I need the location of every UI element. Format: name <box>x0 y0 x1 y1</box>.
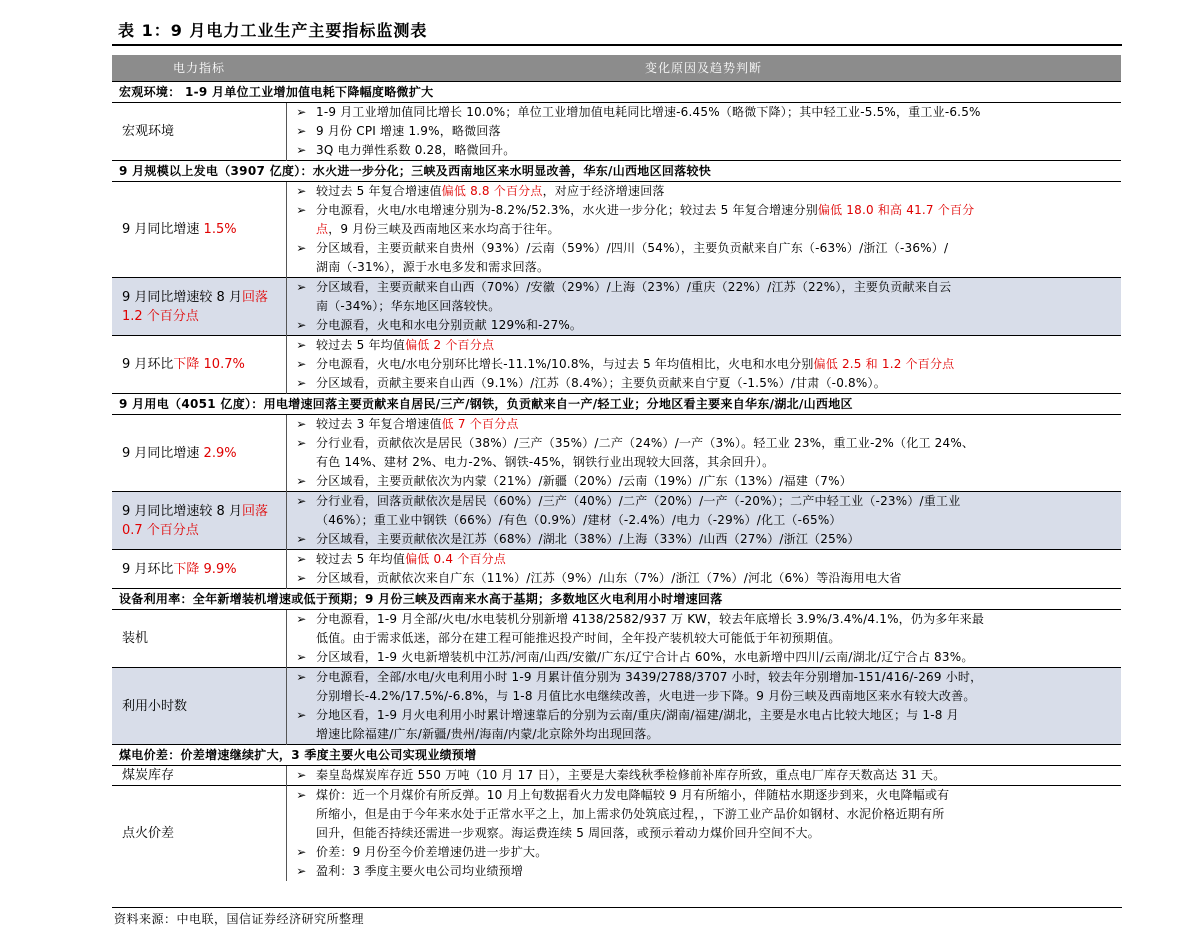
analysis-text-part: 低值。由于需求低迷，部分在建工程可能推迟投产时间，全年投产装机较大可能低于年初预期值。 <box>316 631 841 645</box>
analysis-text-part: 价差：9 月份至今价差增速仍进一步扩大。 <box>316 845 548 859</box>
analysis-text-part: 分电源看，全部/水电/火电利用小时 1-9 月累计值分别为 3439/2788/3707 小时，较去年分别增加-151/416/-269 小时， <box>316 670 983 684</box>
bullet-arrow-icon <box>286 824 316 843</box>
analysis-text-part: 湖南（-31%），源于水电多发和需求回落。 <box>316 260 550 274</box>
bullet-arrow-icon: ➢ <box>286 786 316 806</box>
indicator-label <box>112 278 286 336</box>
analysis-text-part: 分电源看，火电/水电增速分别为-8.2%/52.3%，水火进一步分化；较过去 5 年复合增速分别 <box>316 203 818 217</box>
indicator-line <box>112 336 1121 356</box>
analysis-text <box>316 453 1121 472</box>
analysis-text <box>316 297 1121 316</box>
indicator-table <box>112 55 1121 881</box>
analysis-text <box>316 511 1121 530</box>
analysis-text-part: 分区域看，主要贡献依次是江苏（68%）/湖北（38%）/上海（33%）/山西（27%）/浙江（25%） <box>316 532 860 546</box>
indicator-line <box>112 415 1121 435</box>
indicator-label-text: 9 月同比增速 <box>122 445 204 461</box>
indicator-line <box>112 786 1121 806</box>
analysis-text <box>316 374 1121 394</box>
bullet-arrow-icon: ➢ <box>286 668 316 688</box>
analysis-text-part: 回升，但能否持续还需进一步观察。海运费连续 5 周回落，或预示着动力煤价回升空间不大。 <box>316 826 820 840</box>
analysis-text-part: 分地区看，1-9 月火电利用小时累计增速靠后的分别为云南/重庆/湖南/福建/湖北，主要是水电占比较大地区；与 1-8 月 <box>316 708 959 722</box>
analysis-text <box>316 725 1121 745</box>
indicator-line <box>112 610 1121 630</box>
bullet-arrow-icon: ➢ <box>296 241 307 255</box>
bullet-arrow-icon: ➢ <box>286 278 316 298</box>
analysis-text <box>316 687 1121 706</box>
bullet-arrow-icon <box>286 297 316 316</box>
analysis-text <box>316 182 1121 202</box>
indicator-label-text: 9 月同比增速较 8 月 <box>122 289 242 305</box>
section-heading: 设备利用率：全年新增装机增速或低于预期；9 月份三峡及西南来水高于基期；多数地区火电利用小时增速回落 <box>112 589 1121 610</box>
indicator-label <box>112 786 286 882</box>
indicator-line <box>112 766 1121 786</box>
indicator-line <box>112 103 1121 123</box>
bullet-arrow-icon: ➢ <box>296 650 307 664</box>
analysis-text <box>316 201 1121 220</box>
analysis-text <box>316 843 1121 862</box>
indicator-line <box>112 182 1121 202</box>
analysis-text <box>316 122 1121 141</box>
analysis-text-part: 南（-34%）；华东地区回落较快。 <box>316 299 501 313</box>
indicator-label <box>112 766 286 786</box>
indicator-label <box>112 103 286 161</box>
analysis-text <box>316 316 1121 336</box>
indicator-label-text: 宏观环境 <box>122 124 175 139</box>
indicator-label-text: 煤炭库存 <box>122 768 175 783</box>
indicator-label-text: 装机 <box>122 631 149 646</box>
indicator-label-text: 9 月同比增速 <box>122 222 204 237</box>
analysis-text-part: 分别增长-4.2%/17.5%/-6.8%，与 1-8 月值比水电继续改善，火电进一步下降。9 月份三峡及西南地区来水有较大改善。 <box>316 689 976 703</box>
indicator-label-highlight: 1.5% <box>203 222 237 237</box>
analysis-text <box>316 434 1121 453</box>
analysis-text-part: 分行业看，贡献依次是居民（38%）/三产（35%）/二产（24%）/一产（3%）。轻工业 23%，重工业-2%（化工 24%、 <box>316 436 975 450</box>
bullet-arrow-icon: ➢ <box>296 474 307 488</box>
analysis-text <box>316 355 1121 374</box>
bullet-arrow-icon <box>286 725 316 745</box>
analysis-highlight: 偏低 0.4 个百分点 <box>405 552 506 566</box>
analysis-text-part: 分区域看，主要贡献来自山西（70%）/安徽（29%）/上海（23%）/重庆（22%）/江苏（22%），主要负贡献来自云 <box>316 280 952 294</box>
bullet-arrow-icon: ➢ <box>296 768 307 782</box>
analysis-highlight: 低 7 个百分点 <box>441 417 519 431</box>
bullet-arrow-icon <box>286 511 316 530</box>
indicator-label-text: 9 月环比 <box>122 561 174 577</box>
bullet-arrow-icon: ➢ <box>296 376 307 390</box>
analysis-text-part: 分区域看，贡献依次来自广东（11%）/江苏（9%）/山东（7%）/浙江（7%）/河北（6%）等沿海用电大省 <box>316 571 902 585</box>
analysis-text-part: 3Q 电力弹性系数 0.28，略微回升。 <box>316 143 516 157</box>
analysis-text-part: ，9 月份三峡及西南地区来水均高于往年。 <box>328 222 560 236</box>
analysis-text <box>316 415 1121 435</box>
analysis-text <box>316 239 1121 258</box>
analysis-text-part: 较过去 5 年均值 <box>316 338 406 352</box>
bullet-arrow-icon <box>286 687 316 706</box>
analysis-text <box>316 141 1121 161</box>
indicator-label-highlight: 下降 9.9% <box>173 561 237 577</box>
indicator-label-text: 点火价差 <box>122 826 175 841</box>
indicator-label-highlight: 2.9% <box>203 445 237 461</box>
bullet-arrow-icon: ➢ <box>296 571 307 585</box>
section-heading: 9 月规模以上发电（3907 亿度）：水火进一步分化；三峡及西南地区来水明显改善，华东/山西地区回落较快 <box>112 161 1121 182</box>
bullet-arrow-icon: ➢ <box>296 357 307 371</box>
analysis-highlight: 点 <box>316 222 329 236</box>
bullet-arrow-icon: ➢ <box>296 203 307 217</box>
analysis-text <box>316 530 1121 550</box>
analysis-text-part: 较过去 5 年复合增速值 <box>316 184 442 198</box>
bullet-arrow-icon: ➢ <box>296 417 307 431</box>
bullet-arrow-icon <box>286 258 316 278</box>
analysis-text-part: 有色 14%、建材 2%、电力-2%、钢铁-45%，钢铁行业出现较大回落，其余回升）。 <box>316 455 775 469</box>
bullet-arrow-icon: ➢ <box>296 864 307 878</box>
bullet-arrow-icon: ➢ <box>296 124 307 138</box>
analysis-text <box>316 629 1121 648</box>
bullet-arrow-icon: ➢ <box>286 550 316 570</box>
analysis-text <box>316 706 1121 725</box>
header-analysis: 变化原因及趋势判断 <box>286 55 1121 82</box>
table-title: 表 1：9 月电力工业生产主要指标监测表 <box>118 21 428 40</box>
section-heading-row <box>112 589 1121 610</box>
indicator-label-text: 9 月环比 <box>122 357 174 372</box>
indicator-label <box>112 492 286 550</box>
analysis-text-part: 分电源看，火电/水电分别环比增长-11.1%/10.8%，与过去 5 年均值相比，火电和水电分别 <box>316 357 814 371</box>
bullet-arrow-icon: ➢ <box>296 845 307 859</box>
bullet-arrow-icon <box>286 453 316 472</box>
analysis-text <box>316 336 1121 356</box>
indicator-line <box>112 668 1121 688</box>
indicator-label <box>112 336 286 394</box>
analysis-text <box>316 103 1121 123</box>
indicator-label <box>112 610 286 668</box>
analysis-text-part: 较过去 5 年均值 <box>316 552 406 566</box>
analysis-text-part: 煤价：近一个月煤价有所反弹。10 月上旬数据看火力发电降幅较 9 月有所缩小，伴随枯水期逐步到来，火电降幅或有 <box>316 788 950 802</box>
section-heading-row <box>112 161 1121 182</box>
analysis-text-part: 9 月份 CPI 增速 1.9%，略微回落 <box>316 124 501 138</box>
bullet-arrow-icon <box>286 220 316 239</box>
bullet-arrow-icon: ➢ <box>286 530 316 550</box>
analysis-text-part: 分电源看，1-9 月全部/火电/水电装机分别新增 4138/2582/937 万 KW，较去年底增长 3.9%/3.4%/4.1%，仍为多年来最 <box>316 612 985 626</box>
section-heading: 9 月用电（4051 亿度）：用电增速回落主要贡献来自居民/三产/钢铁，负贡献来自一产/轻工业；分地区看主要来自华东/湖北/山西地区 <box>112 394 1121 415</box>
analysis-text <box>316 862 1121 881</box>
indicator-label-highlight: 回落 0.7 个百分点 <box>122 503 268 538</box>
analysis-text <box>316 786 1121 806</box>
analysis-text-part: 较过去 3 年复合增速值 <box>316 417 442 431</box>
analysis-text-part: 分区域看，贡献主要来自山西（9.1%）/江苏（8.4%）；主要负贡献来自宁夏（-1.5%）/甘肃（-0.8%）。 <box>316 376 886 390</box>
bottom-rule <box>112 907 1122 908</box>
bullet-arrow-icon: ➢ <box>296 436 307 450</box>
section-heading-row <box>112 745 1121 766</box>
analysis-text <box>316 824 1121 843</box>
analysis-text-part: 分电源看，火电和水电分别贡献 129%和-27%。 <box>316 318 583 332</box>
indicator-label <box>112 550 286 589</box>
bullet-arrow-icon: ➢ <box>286 492 316 512</box>
bullet-arrow-icon: ➢ <box>286 336 316 356</box>
analysis-text <box>316 805 1121 824</box>
header-indicator: 电力指标 <box>112 55 286 82</box>
analysis-text <box>316 610 1121 630</box>
indicator-label-text: 利用小时数 <box>122 698 188 714</box>
indicator-label <box>112 668 286 745</box>
indicator-label-highlight: 下降 10.7% <box>173 357 245 372</box>
analysis-text <box>316 766 1121 786</box>
analysis-text <box>316 648 1121 668</box>
analysis-text-part: 分行业看，回落贡献依次是居民（60%）/三产（40%）/二产（20%）/一产（-20%）；二产中轻工业（-23%）/重工业 <box>316 494 961 508</box>
analysis-text <box>316 550 1121 570</box>
analysis-highlight: 偏低 18.0 和高 41.7 个百分 <box>817 203 975 217</box>
analysis-highlight: 偏低 2 个百分点 <box>405 338 495 352</box>
analysis-text <box>316 258 1121 278</box>
table-body <box>112 82 1121 882</box>
bullet-arrow-icon <box>286 805 316 824</box>
bullet-arrow-icon: ➢ <box>296 143 307 157</box>
analysis-text-part: 1-9 月工业增加值同比增长 10.0%；单位工业增加值电耗同比增速-6.45%（略微下降）；其中轻工业-5.5%，重工业-6.5% <box>316 105 981 119</box>
bullet-arrow-icon: ➢ <box>296 105 307 119</box>
analysis-text-part: ，对应于经济增速回落 <box>542 184 665 198</box>
bullet-arrow-icon <box>286 629 316 648</box>
indicator-label-highlight: 回落 1.2 个百分点 <box>122 289 268 324</box>
analysis-text <box>316 278 1121 298</box>
analysis-text <box>316 492 1121 512</box>
source-note: 资料来源：中电联，国信证券经济研究所整理 <box>114 912 365 926</box>
table-header-row <box>112 55 1121 82</box>
analysis-text <box>316 220 1121 239</box>
analysis-text-part: （46%）；重工业中钢铁（66%）/有色（0.9%）/建材（-2.4%）/电力（-29%）/化工（-65%） <box>316 513 842 527</box>
analysis-text-part: 盈利：3 季度主要火电公司均业绩预增 <box>316 864 524 878</box>
analysis-text-part: 分区域看，1-9 火电新增装机中江苏/河南/山西/安徽/广东/辽宁合计占 60%，水电新增中四川/云南/湖北/辽宁合占 83%。 <box>316 650 974 664</box>
analysis-highlight: 偏低 2.5 和 1.2 个百分点 <box>813 357 955 371</box>
analysis-text <box>316 569 1121 589</box>
indicator-label <box>112 182 286 278</box>
analysis-highlight: 偏低 8.8 个百分点 <box>441 184 543 198</box>
analysis-text <box>316 668 1121 688</box>
indicator-label-text: 9 月同比增速较 8 月 <box>122 503 242 519</box>
title-rule <box>112 44 1122 46</box>
section-heading: 煤电价差：价差增速继续扩大，3 季度主要火电公司实现业绩预增 <box>112 745 1121 766</box>
bullet-arrow-icon: ➢ <box>296 612 307 626</box>
indicator-line <box>112 278 1121 298</box>
section-heading: 宏观环境： 1-9 月单位工业增加值电耗下降幅度略微扩大 <box>112 82 1121 103</box>
bullet-arrow-icon: ➢ <box>286 706 316 725</box>
analysis-text <box>316 472 1121 492</box>
section-heading-row <box>112 394 1121 415</box>
indicator-line <box>112 492 1121 512</box>
section-heading-row <box>112 82 1121 103</box>
analysis-text-part: 分区域看，主要贡献依次为内蒙（21%）/新疆（20%）/云南（19%）/广东（13%）/福建（7%） <box>316 474 852 488</box>
analysis-text-part: 增速比除福建/广东/新疆/贵州/海南/内蒙/北京除外均出现回落。 <box>316 727 659 741</box>
indicator-label <box>112 415 286 492</box>
analysis-text-part: 所缩小，但是由于今年来水处于正常水平之上，加上需求仍处筑底过程，，下游工业产品价如钢材、水泥价格近期有所 <box>316 807 945 821</box>
bullet-arrow-icon: ➢ <box>296 184 307 198</box>
indicator-line <box>112 550 1121 570</box>
analysis-text-part: 分区域看，主要贡献来自贵州（93%）/云南（59%）/四川（54%），主要负贡献来自广东（-63%）/浙江（-36%）/ <box>316 241 949 255</box>
bullet-arrow-icon: ➢ <box>286 316 316 336</box>
analysis-text-part: 秦皇岛煤炭库存近 550 万吨（10 月 17 日），主要是大秦线秋季检修前补库存所致，重点电厂库存天数高达 31 天。 <box>316 768 946 782</box>
